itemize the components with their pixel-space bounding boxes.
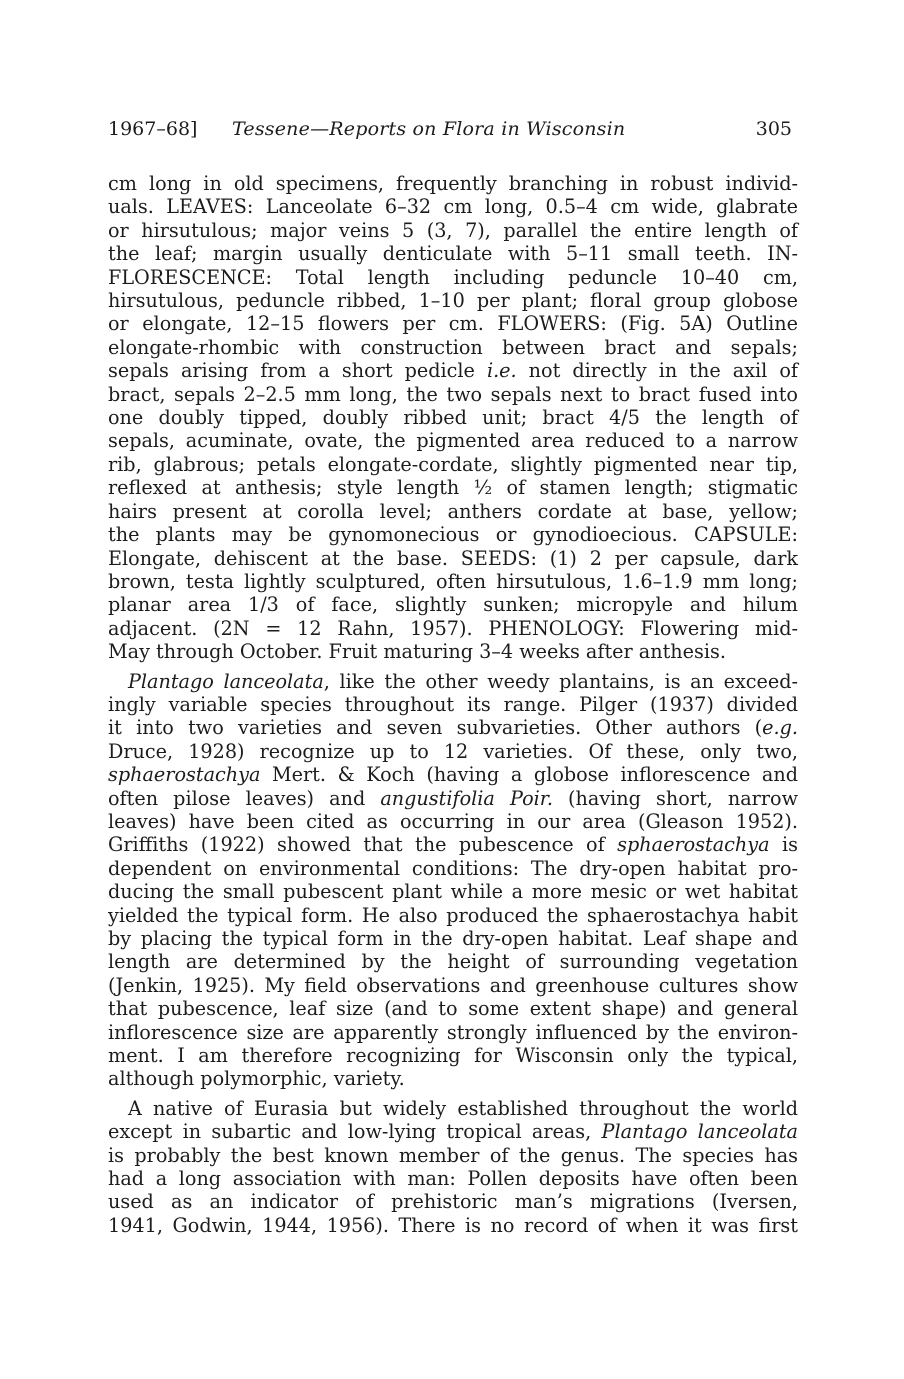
text-line: inflorescence size are apparently strongly influenced by the environ- xyxy=(108,1020,798,1044)
page-number: 305 xyxy=(755,118,792,140)
text-line: elongate-rhombic with construction between bract and sepals; xyxy=(108,335,798,359)
text-line: although polymorphic, variety. xyxy=(108,1067,405,1091)
text-line: hirsutulous, peduncle ribbed, 1–10 per plant; floral group globose xyxy=(108,289,798,313)
text-line: Elongate, dehiscent at the base. SEEDS: (1) 2 per capsule, dark xyxy=(108,546,798,570)
text-line: the plants may be gynomonecious or gynodioecious. CAPSULE: xyxy=(108,523,798,547)
text-line: often pilose leaves) and angustifolia Poir. (having short, narrow xyxy=(108,786,798,810)
text-line: or elongate, 12–15 flowers per cm. FLOWERS: (Fig. 5A) Outline xyxy=(108,312,798,336)
text-line: adjacent. (2N = 12 Rahn, 1957). PHENOLOGY: Flowering mid- xyxy=(108,616,798,640)
text-line: or hirsutulous; major veins 5 (3, 7), parallel the entire length of xyxy=(108,218,798,242)
text-line: used as an indicator of prehistoric man’s migrations (Iversen, xyxy=(108,1190,798,1214)
text-line: had a long association with man: Pollen deposits have often been xyxy=(108,1167,798,1191)
text-line: bract, sepals 2–2.5 mm long, the two sepals next to bract fused into xyxy=(108,382,798,406)
paragraph-distribution xyxy=(108,1097,798,1237)
text-line: ingly variable species throughout its range. Pilger (1937) divided xyxy=(108,692,798,716)
text-line: uals. LEAVES: Lanceolate 6–32 cm long, 0.5–4 cm wide, glabrate xyxy=(108,195,798,219)
text-line: leaves) have been cited as occurring in our area (Gleason 1952). xyxy=(108,809,798,833)
text-line: it into two varieties and seven subvarieties. Other authors (e.g. xyxy=(108,716,798,740)
paragraph-description xyxy=(108,172,798,664)
text-line: is probably the best known member of the genus. The species has xyxy=(108,1143,798,1167)
text-line: by placing the typical form in the dry-open habitat. Leaf shape and xyxy=(108,927,798,950)
text-line: length are determined by the height of surrounding vegetation xyxy=(108,950,798,974)
text-line: yielded the typical form. He also produced the sphaerostachya habit xyxy=(108,903,798,927)
text-line: planar area 1/3 of face, slightly sunken; micropyle and hilum xyxy=(108,593,798,617)
text-line: ment. I am therefore recognizing for Wisconsin only the typical, xyxy=(108,1044,798,1068)
text-line: FLORESCENCE: Total length including peduncle 10–40 cm, xyxy=(108,265,798,289)
text-line: brown, testa lightly sculptured, often hirsutulous, 1.6–1.9 mm long; xyxy=(108,569,798,593)
text-line: sepals arising from a short pedicle i.e. not directly in the axil of xyxy=(108,359,798,383)
text-line: (Jenkin, 1925). My field observations and greenhouse cultures show xyxy=(108,973,798,997)
text-line: Druce, 1928) recognize up to 12 varieties. Of these, only two, xyxy=(108,739,798,763)
text-line: that pubescence, leaf size (and to some extent shape) and general xyxy=(108,997,798,1021)
text-line: sepals, acuminate, ovate, the pigmented area reduced to a narrow xyxy=(108,429,798,453)
text-line: sphaerostachya Mert. & Koch (having a globose inflorescence and xyxy=(108,763,798,787)
text-line: reflexed at anthesis; style length ½ of stamen length; stigmatic xyxy=(108,476,798,500)
page-body xyxy=(108,172,798,1237)
text-line: except in subartic and low-lying tropical areas, Plantago lanceolata xyxy=(108,1120,798,1144)
running-title: Tessene—Reports on Flora in Wisconsin xyxy=(232,118,626,140)
text-line: ducing the small pubescent plant while a more mesic or wet habitat xyxy=(108,880,798,904)
text-line: A native of Eurasia but widely established throughout the world xyxy=(128,1096,798,1120)
volume-label: 1967–68] xyxy=(108,118,198,140)
text-line: Plantago lanceolata, like the other weedy plantains, is an exceed- xyxy=(128,669,798,693)
text-line: rib, glabrous; petals elongate-cordate, slightly pigmented near tip, xyxy=(108,452,798,476)
text-line: Griffiths (1922) showed that the pubescence of sphaerostachya is xyxy=(108,833,798,857)
text-line: dependent on environmental conditions: The dry-open habitat pro- xyxy=(108,856,798,880)
text-line: hairs present at corolla level; anthers cordate at base, yellow; xyxy=(108,499,798,523)
paragraph-variability xyxy=(108,670,798,1091)
text-line: cm long in old specimens, frequently branching in robust individ- xyxy=(108,172,798,195)
text-line: one doubly tipped, doubly ribbed unit; bract 4/5 the length of xyxy=(108,406,798,430)
text-line: May through October. Fruit maturing 3–4 weeks after anthesis. xyxy=(108,640,726,664)
text-line: 1941, Godwin, 1944, 1956). There is no record of when it was first xyxy=(108,1213,798,1237)
text-line: the leaf; margin usually denticulate with 5–11 small teeth. IN- xyxy=(108,242,798,266)
